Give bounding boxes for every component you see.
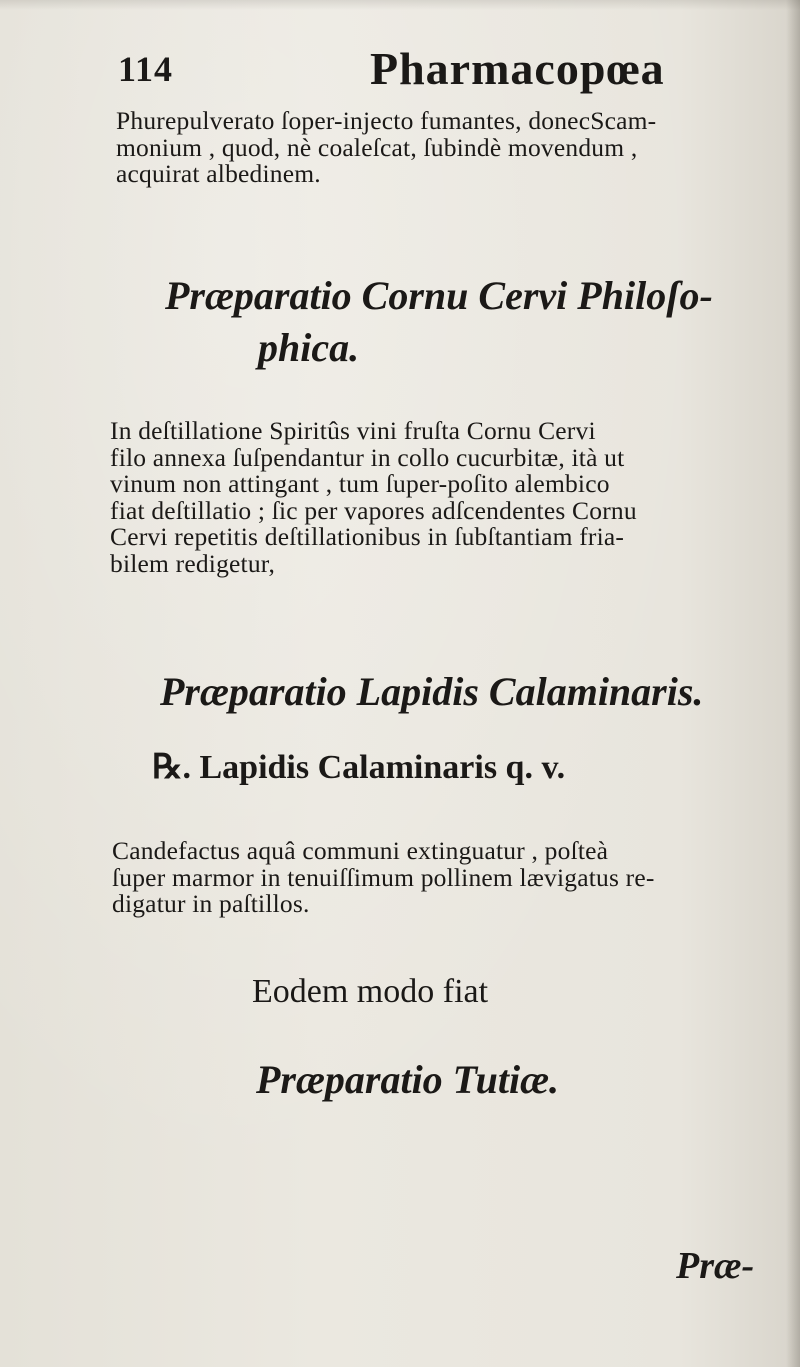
text-line: Candefactus aquâ communi extinguatur , poſteà: [112, 836, 609, 865]
paragraph-1: [116, 108, 771, 188]
text-line: acquirat albedinem.: [116, 159, 321, 188]
text-line: vinum non attingant , tum ſuper-poſito alembico: [110, 469, 610, 498]
paragraph-3: [112, 838, 777, 918]
text-line: bilem redigetur,: [110, 548, 276, 578]
page-right-shadow: [786, 0, 800, 1367]
text-line: Cervi repetitis deſtillationibus in ſubſtantiam fria-: [110, 522, 625, 551]
text-line: ſuper marmor in tenuiſſimum pollinem lævigatus re-: [112, 862, 655, 892]
section-heading-tutiae: Præparatio Tutiæ.: [256, 1057, 559, 1102]
section-heading-lapidis-calaminaris: Præparatio Lapidis Calaminaris.: [160, 669, 704, 714]
running-title: Pharmacopœa: [370, 43, 665, 94]
text-line: Phurepulverato ſoper-injecto fumantes, donecScam-: [116, 106, 657, 135]
text-line: In deſtillatione Spiritûs vini fruſta Cornu Cervi: [110, 416, 596, 445]
text-line: fiat deſtillatio ; ſic per vapores adſcendentes Cornu: [110, 495, 637, 525]
text-line: monium , quod, nè coaleſcat, ſubindè movendum ,: [116, 132, 638, 162]
section-heading-cornu-cervi: Præparatio Cornu Cervi Philoſo-: [165, 273, 713, 318]
paragraph-2: [110, 418, 780, 577]
catchword: Præ-: [676, 1245, 755, 1287]
text-line: filo annexa ſuſpendantur in collo cucurbitæ, ità ut: [110, 442, 625, 472]
section-heading-cornu-cervi-continued: phica.: [258, 325, 360, 370]
eodem-modo-line: Eodem modo fiat: [252, 973, 489, 1010]
page-number: 114: [118, 49, 174, 89]
running-head: [118, 42, 678, 102]
recipe-line: ℞. Lapidis Calaminaris q. v.: [152, 749, 566, 786]
page-top-shadow: [0, 0, 800, 10]
text-line: digatur in paſtillos.: [112, 889, 310, 918]
